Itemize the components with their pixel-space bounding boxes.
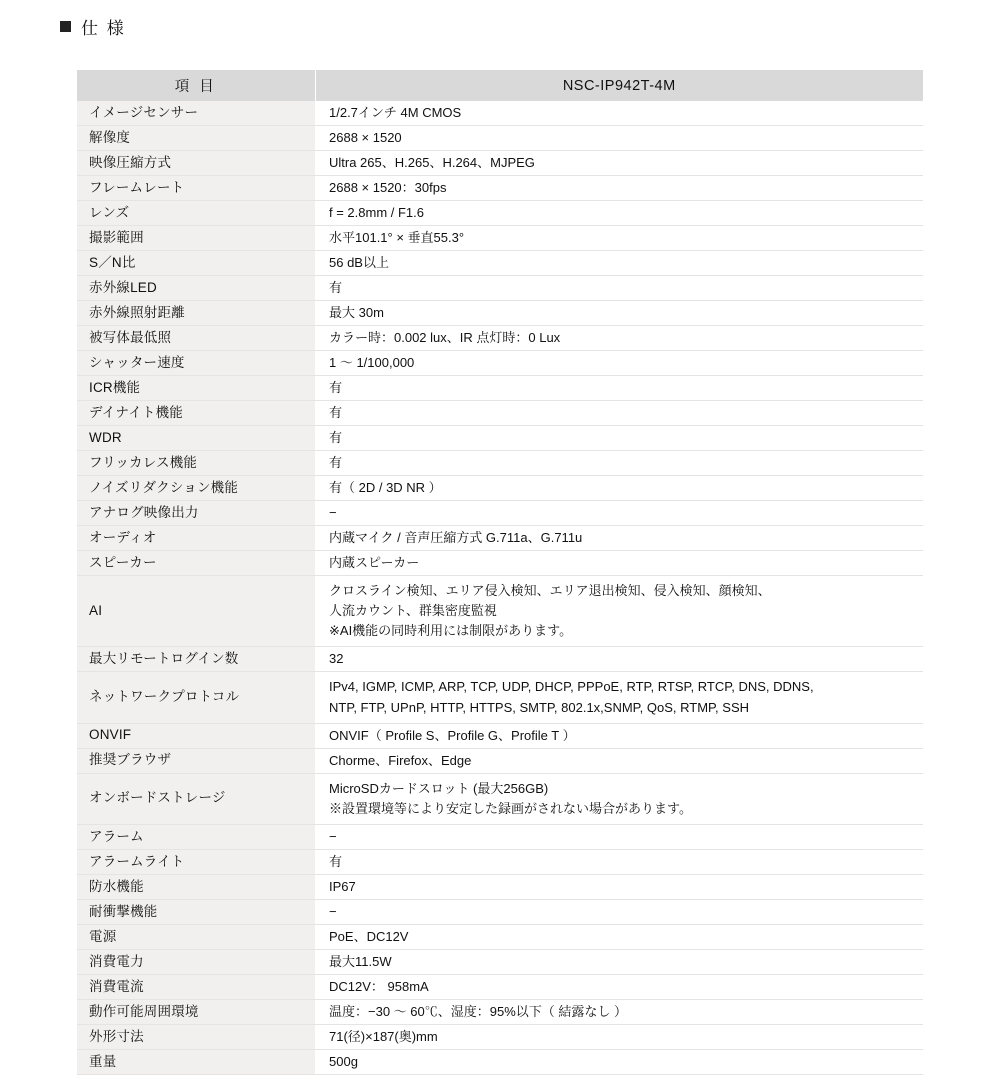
row-value-line: 内蔵スピーカー bbox=[329, 554, 420, 570]
row-label: レンズ bbox=[77, 201, 315, 226]
row-value-line: − bbox=[329, 903, 337, 919]
table-row bbox=[77, 824, 923, 849]
row-label: アラームライト bbox=[77, 849, 315, 874]
row-value-line: 人流カウント、群集密度監視 bbox=[329, 603, 497, 619]
row-label: イメージセンサー bbox=[77, 101, 315, 126]
row-value bbox=[315, 824, 923, 849]
row-label: S／N比 bbox=[77, 251, 315, 276]
row-value bbox=[315, 576, 923, 647]
table-row bbox=[77, 276, 923, 301]
row-value-line: − bbox=[329, 828, 337, 844]
row-value-line: IPv4, IGMP, ICMP, ARP, TCP, UDP, DHCP, PPPoE, RTP, RTSP, RTCP, DNS, DDNS, bbox=[329, 679, 814, 695]
row-value-line: IP67 bbox=[329, 878, 356, 894]
table-row bbox=[77, 451, 923, 476]
table-row bbox=[77, 501, 923, 526]
row-label: ONVIF bbox=[77, 723, 315, 748]
table-row bbox=[77, 101, 923, 126]
row-value bbox=[315, 401, 923, 426]
table-row bbox=[77, 126, 923, 151]
row-value-line: Chorme、Firefox、Edge bbox=[329, 752, 472, 768]
row-label: 外形寸法 bbox=[77, 1024, 315, 1049]
table-row bbox=[77, 974, 923, 999]
row-value bbox=[315, 201, 923, 226]
row-value-line: 32 bbox=[329, 651, 344, 667]
row-value-line: 有 bbox=[329, 454, 343, 470]
row-value-line: 有 bbox=[329, 853, 343, 869]
row-value bbox=[315, 672, 923, 723]
row-value bbox=[315, 949, 923, 974]
row-value-line: 1/2.7インチ 4M CMOS bbox=[329, 104, 462, 120]
row-value bbox=[315, 226, 923, 251]
table-row bbox=[77, 773, 923, 824]
row-value-line: 2688 × 1520 bbox=[329, 129, 402, 145]
table-row bbox=[77, 748, 923, 773]
table-row bbox=[77, 476, 923, 501]
table-row bbox=[77, 999, 923, 1024]
row-value-line: ※設置環境等により安定した録画がされない場合があります。 bbox=[329, 800, 692, 816]
page-title-label: 仕 様 bbox=[81, 19, 126, 38]
table-header-row bbox=[77, 70, 923, 101]
table-row bbox=[77, 151, 923, 176]
row-label: フレームレート bbox=[77, 176, 315, 201]
row-value bbox=[315, 376, 923, 401]
row-value-line: PoE、DC12V bbox=[329, 928, 409, 944]
row-value bbox=[315, 551, 923, 576]
table-row bbox=[77, 576, 923, 647]
row-label: 解像度 bbox=[77, 126, 315, 151]
table-row bbox=[77, 301, 923, 326]
row-label: 消費電力 bbox=[77, 949, 315, 974]
row-value-line: ※AI機能の同時利用には制限があります。 bbox=[329, 623, 573, 639]
row-value-line: 1 ～ 1/100,000 bbox=[329, 354, 415, 370]
row-value bbox=[315, 924, 923, 949]
table-row bbox=[77, 176, 923, 201]
column-header-model: NSC-IP942T-4M bbox=[315, 70, 923, 101]
row-label: 防水機能 bbox=[77, 874, 315, 899]
row-value bbox=[315, 451, 923, 476]
row-value bbox=[315, 647, 923, 672]
table-row bbox=[77, 874, 923, 899]
row-value bbox=[315, 723, 923, 748]
row-value-line: NTP, FTP, UPnP, HTTP, HTTPS, SMTP, 802.1x,SNMP, QoS, RTMP, SSH bbox=[329, 699, 749, 715]
row-value-line: − bbox=[329, 504, 337, 520]
row-label: 動作可能周囲環境 bbox=[77, 999, 315, 1024]
table-row bbox=[77, 201, 923, 226]
row-value-line: 有 bbox=[329, 379, 343, 395]
row-value bbox=[315, 1049, 923, 1074]
table-row bbox=[77, 401, 923, 426]
table-row bbox=[77, 1024, 923, 1049]
table-row bbox=[77, 226, 923, 251]
row-value-line: 有 bbox=[329, 404, 343, 420]
row-value bbox=[315, 501, 923, 526]
row-value bbox=[315, 101, 923, 126]
row-value bbox=[315, 974, 923, 999]
column-header-item: 項 目 bbox=[77, 70, 315, 101]
row-value bbox=[315, 1024, 923, 1049]
row-value bbox=[315, 276, 923, 301]
row-value bbox=[315, 351, 923, 376]
row-value bbox=[315, 151, 923, 176]
row-value bbox=[315, 301, 923, 326]
table-row bbox=[77, 647, 923, 672]
row-label: 電源 bbox=[77, 924, 315, 949]
row-value-line: 内蔵マイク / 音声圧縮方式 G.711a、G.711u bbox=[329, 529, 583, 545]
table-row bbox=[77, 672, 923, 723]
table-row bbox=[77, 426, 923, 451]
row-label: AI bbox=[77, 576, 315, 647]
row-label: アラーム bbox=[77, 824, 315, 849]
table-row bbox=[77, 849, 923, 874]
row-value-line: 水平101.1° × 垂直55.3° bbox=[329, 229, 465, 245]
table-row bbox=[77, 251, 923, 276]
row-value bbox=[315, 899, 923, 924]
table-row bbox=[77, 551, 923, 576]
row-value bbox=[315, 251, 923, 276]
row-value-line: ONVIF（ Profile S、Profile G、Profile T ） bbox=[329, 727, 576, 743]
row-value bbox=[315, 526, 923, 551]
row-label: 赤外線LED bbox=[77, 276, 315, 301]
row-label: 撮影範囲 bbox=[77, 226, 315, 251]
row-value-line: 有（ 2D / 3D NR ） bbox=[329, 479, 442, 495]
row-label: 推奨ブラウザ bbox=[77, 748, 315, 773]
specification-table bbox=[77, 70, 923, 1075]
row-value-line: 500g bbox=[329, 1053, 358, 1069]
row-label: 最大リモートログイン数 bbox=[77, 647, 315, 672]
row-value-line: Ultra 265、H.265、H.264、MJPEG bbox=[329, 154, 535, 170]
table-row bbox=[77, 526, 923, 551]
row-label: オーディオ bbox=[77, 526, 315, 551]
table-row bbox=[77, 1049, 923, 1074]
row-value bbox=[315, 176, 923, 201]
row-value-line: 2688 × 1520：30fps bbox=[329, 179, 447, 195]
row-label: シャッター速度 bbox=[77, 351, 315, 376]
square-marker-icon bbox=[60, 21, 71, 32]
row-value-line: DC12V： 958mA bbox=[329, 978, 429, 994]
row-value bbox=[315, 748, 923, 773]
page-title bbox=[60, 14, 126, 39]
table-row bbox=[77, 326, 923, 351]
row-value-line: 最大 30m bbox=[329, 304, 384, 320]
row-label: 赤外線照射距離 bbox=[77, 301, 315, 326]
row-value-line: クロスライン検知、エリア侵入検知、エリア退出検知、侵入検知、顔検知、 bbox=[329, 583, 771, 598]
row-label: 耐衝撃機能 bbox=[77, 899, 315, 924]
row-label: ICR機能 bbox=[77, 376, 315, 401]
row-label: 被写体最低照 bbox=[77, 326, 315, 351]
row-value-line: 温度：−30 ～ 60℃、湿度：95%以下（ 結露なし ） bbox=[329, 1003, 627, 1019]
row-value bbox=[315, 126, 923, 151]
row-value-line: カラー時：0.002 lux、IR 点灯時：0 Lux bbox=[329, 329, 561, 345]
row-label: フリッカレス機能 bbox=[77, 451, 315, 476]
row-label: デイナイト機能 bbox=[77, 401, 315, 426]
row-value-line: 有 bbox=[329, 279, 343, 295]
row-label: ネットワークプロトコル bbox=[77, 672, 315, 723]
row-value bbox=[315, 874, 923, 899]
row-value bbox=[315, 999, 923, 1024]
row-value-line: 71(径)×187(奥)mm bbox=[329, 1028, 438, 1044]
row-label: 重量 bbox=[77, 1049, 315, 1074]
row-label: スピーカー bbox=[77, 551, 315, 576]
row-label: 消費電流 bbox=[77, 974, 315, 999]
table-row bbox=[77, 899, 923, 924]
table-row bbox=[77, 376, 923, 401]
row-label: 映像圧縮方式 bbox=[77, 151, 315, 176]
row-value-line: MicroSDカードスロット (最大256GB) bbox=[329, 780, 549, 796]
row-value bbox=[315, 849, 923, 874]
table-row bbox=[77, 924, 923, 949]
row-label: ノイズリダクション機能 bbox=[77, 476, 315, 501]
row-value-line: 有 bbox=[329, 429, 343, 445]
table-row bbox=[77, 351, 923, 376]
table-row bbox=[77, 723, 923, 748]
row-value bbox=[315, 773, 923, 824]
table-row bbox=[77, 949, 923, 974]
row-value-line: 最大11.5W bbox=[329, 953, 392, 969]
row-value-line: f = 2.8mm / F1.6 bbox=[329, 204, 425, 220]
row-value-line: 56 dB以上 bbox=[329, 254, 389, 270]
row-label: アナログ映像出力 bbox=[77, 501, 315, 526]
row-value bbox=[315, 476, 923, 501]
row-label: WDR bbox=[77, 426, 315, 451]
row-label: オンボードストレージ bbox=[77, 773, 315, 824]
row-value bbox=[315, 326, 923, 351]
row-value bbox=[315, 426, 923, 451]
table-body bbox=[77, 101, 923, 1074]
